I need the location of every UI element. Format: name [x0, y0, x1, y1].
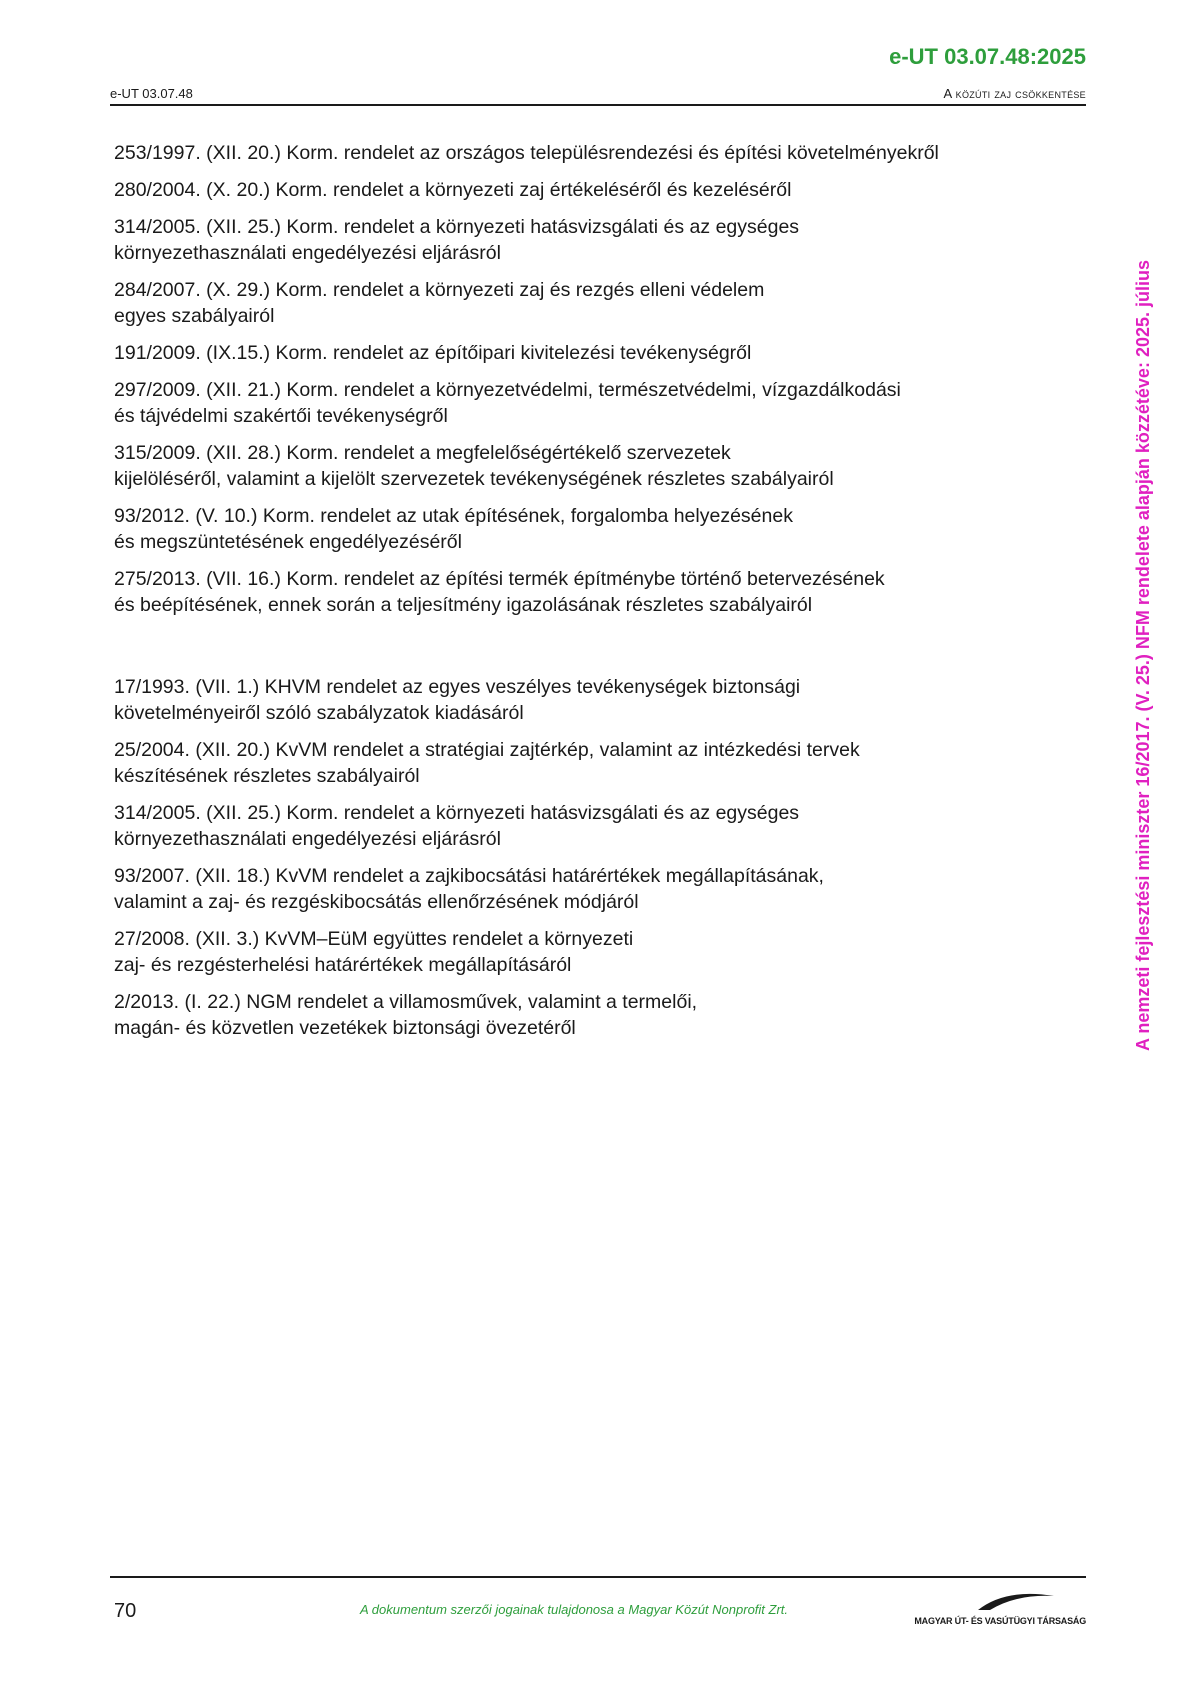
regulation-item [114, 989, 1064, 1041]
publication-notice: A nemzeti fejlesztési miniszter 16/2017. (V. 25.) NFM rendelete alapján közzétéve: 2025. július [1133, 260, 1153, 1051]
regulation-line: valamint a zaj- és rezgéskibocsátás ellenőrzésének módjáról [114, 891, 639, 913]
logo-text: MAGYAR ÚT- ÉS VASÚTÜGYI TÁRSASÁG [914, 1616, 1086, 1626]
regulation-line: 2/2013. (I. 22.) NGM rendelet a villamosművek, valamint a termelői, [114, 991, 698, 1013]
regulation-line: környezethasználati engedélyezési eljárásról [114, 242, 501, 264]
regulation-item [114, 566, 1064, 618]
regulation-line: 17/1993. (VII. 1.) KHVM rendelet az egyes veszélyes tevékenységek biztonsági [114, 676, 801, 698]
regulation-item [114, 674, 1064, 726]
regulation-line: 297/2009. (XII. 21.) Korm. rendelet a környezetvédelmi, természetvédelmi, vízgazdálkodási [114, 379, 901, 401]
regulation-item [114, 340, 1064, 366]
regulation-line: környezethasználati engedélyezési eljárásról [114, 828, 501, 850]
regulation-line: 314/2005. (XII. 25.) Korm. rendelet a környezeti hatásvizsgálati és az egységes [114, 216, 800, 238]
page-footer [110, 1576, 1086, 1638]
regulation-line: és megszüntetésének engedélyezéséről [114, 531, 462, 553]
regulation-item [114, 863, 1064, 915]
regulation-line: és tájvédelmi szakértői tevékenységről [114, 405, 448, 427]
regulation-line: magán- és közvetlen vezetékek biztonsági övezetéről [114, 1017, 576, 1039]
regulation-item [114, 737, 1064, 789]
regulation-item [114, 800, 1064, 852]
regulation-group-1 [114, 140, 1064, 618]
regulation-line: 253/1997. (XII. 20.) Korm. rendelet az országos településrendezési és építési követelményekről [114, 142, 939, 164]
regulation-line: készítésének részletes szabályairól [114, 765, 420, 787]
regulation-item [114, 440, 1064, 492]
regulation-line: 93/2007. (XII. 18.) KvVM rendelet a zajkibocsátási határértékek megállapításának, [114, 865, 824, 887]
regulation-line: kijelöléséről, valamint a kijelölt szervezetek tevékenységének részletes szabályairól [114, 468, 834, 490]
regulation-item [114, 140, 1064, 166]
regulation-line: egyes szabályairól [114, 305, 275, 327]
regulation-line: 191/2009. (IX.15.) Korm. rendelet az építőipari kivitelezési tevékenységről [114, 342, 752, 364]
regulation-item [114, 277, 1064, 329]
regulation-line: 280/2004. (X. 20.) Korm. rendelet a környezeti zaj értékeléséről és kezeléséről [114, 179, 792, 201]
page-header [110, 82, 1086, 106]
group-spacer [114, 629, 1064, 674]
regulation-line: 314/2005. (XII. 25.) Korm. rendelet a környezeti hatásvizsgálati és az egységes [114, 802, 800, 824]
regulation-item [114, 214, 1064, 266]
regulation-item [114, 177, 1064, 203]
regulation-line: követelményeiről szóló szabályzatok kiadásáról [114, 702, 524, 724]
header-title: A közúti zaj csökkentése [943, 86, 1086, 101]
organization-logo [914, 1590, 1086, 1630]
document-code: e-UT 03.07.48:2025 [889, 44, 1086, 69]
road-logo-icon [976, 1590, 1056, 1612]
regulation-list [114, 140, 1064, 1052]
copyright-notice: A dokumentum szerzői jogainak tulajdonosa a Magyar Közút Nonprofit Zrt. [360, 1602, 789, 1617]
header-left: e-UT 03.07.48 [110, 86, 193, 101]
regulation-item [114, 926, 1064, 978]
regulation-line: 275/2013. (VII. 16.) Korm. rendelet az építési termék építménybe történő betervezésének [114, 568, 885, 590]
regulation-group-2 [114, 674, 1064, 1041]
regulation-line: 25/2004. (XII. 20.) KvVM rendelet a stratégiai zajtérkép, valamint az intézkedési tervek [114, 739, 860, 761]
regulation-line: és beépítésének, ennek során a teljesítmény igazolásának részletes szabályairól [114, 594, 813, 616]
regulation-line: 284/2007. (X. 29.) Korm. rendelet a környezeti zaj és rezgés elleni védelem [114, 279, 765, 301]
regulation-line: 315/2009. (XII. 28.) Korm. rendelet a megfelelőségértékelő szervezetek [114, 442, 731, 464]
page-number: 70 [114, 1600, 137, 1622]
regulation-line: zaj- és rezgésterhelési határértékek megállapításáról [114, 954, 572, 976]
regulation-item [114, 503, 1064, 555]
regulation-line: 93/2012. (V. 10.) Korm. rendelet az utak építésének, forgalomba helyezésének [114, 505, 793, 527]
regulation-item [114, 377, 1064, 429]
regulation-line: 27/2008. (XII. 3.) KvVM–EüM együttes rendelet a környezeti [114, 928, 634, 950]
